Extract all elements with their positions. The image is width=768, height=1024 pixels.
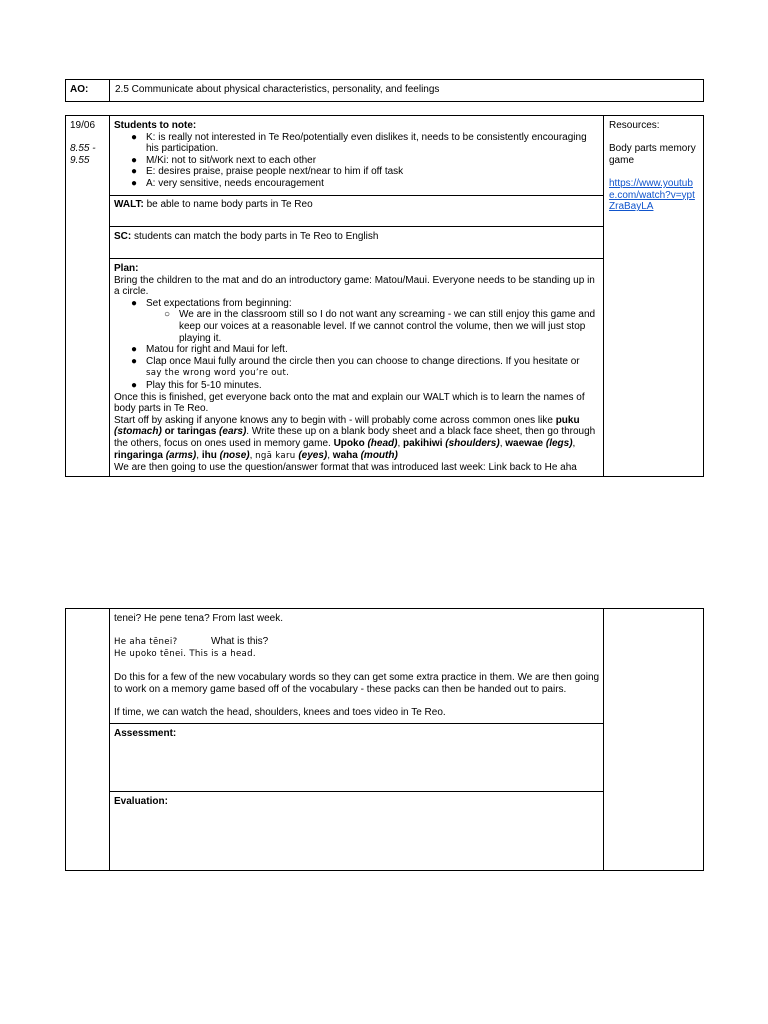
vocab-word: ringaringa [114, 449, 163, 461]
plan-sublist [146, 309, 601, 344]
sc-text: students can match the body parts in Te Reo to English [134, 231, 379, 242]
bullet-icon: ● [131, 297, 138, 309]
vocab-meaning: (shoulders) [445, 437, 500, 449]
text-run: . Write these up on a blank body sheet and a black face sheet, then go through the others, focus on ones used in memory game. [114, 426, 596, 449]
plan-bullet [131, 355, 601, 380]
ao-value: 2.5 Communicate about physical characteristics, personality, and feelings [115, 84, 440, 95]
vocab-meaning: (legs) [545, 437, 573, 449]
text-run: Start off by asking if anyone knows any to begin with - will probably come across common ones like [114, 414, 556, 426]
assessment-label: Assessment: [114, 728, 177, 739]
vocab-word: waha [332, 449, 358, 461]
student-note [131, 166, 600, 178]
vocab-word: Upoko [333, 437, 365, 449]
plan-paragraph: We are then going to use the question/answer format that was introduced last week: Link back to He aha [114, 462, 577, 474]
resources-label: Resources: [609, 120, 660, 131]
plan-list [114, 298, 601, 392]
lesson-col-divider-2 [603, 115, 604, 477]
plan-bullet-text: Play this for 5-10 minutes. [146, 379, 262, 391]
vocab-meaning: (stomach) [114, 426, 162, 438]
student-note [131, 131, 600, 155]
row-divider-walt [109, 195, 603, 196]
student-note-text: E: desires praise, praise people next/near to him if off task [146, 166, 404, 178]
bullet-icon: ● [131, 131, 138, 143]
student-note [131, 154, 600, 167]
plan-vocab-paragraph: Start off by asking if anyone knows any to begin with - will probably come across common ones like puku (stomach) or taringas (ears). Write these up on a blank body sheet and a black face sheet, then go through the others, focus on ones used in memory game. Upoko (head), pakihiwi (shoulders), waewae (legs), ringaringa (arms), ihu (nose), ngā karu (eyes), waha (mouth) [114, 414, 596, 461]
plan-subbullet [164, 309, 601, 344]
lesson-time [70, 143, 106, 166]
bullet-icon: ● [131, 344, 138, 356]
plan-section [114, 263, 601, 474]
vocab-meaning: (head) [367, 437, 398, 449]
vocab-meaning: (arms) [165, 449, 197, 461]
cont-col-divider-2 [603, 608, 604, 871]
text-run: or [161, 426, 178, 438]
question-line [114, 636, 600, 649]
vocab-meaning: (eyes) [298, 449, 328, 461]
vocab-meaning: (nose) [219, 449, 250, 461]
plan-heading: Plan: [114, 263, 139, 274]
answer-line: He upoko tēnei. This is a head. [114, 648, 256, 659]
student-note-text: A: very sensitive, needs encouragement [146, 177, 324, 189]
cont-paragraph: Do this for a few of the new vocabulary words so they can get some extra practice in them. We are then going to work on a memory game based off of the vocabulary - these packs can then be handed out to pairs. [114, 671, 600, 695]
lesson-date: 19/06 [70, 120, 96, 131]
plan-intro: Bring the children to the mat and do an introductory game: Matou/Maui. Everyone needs to be standing up in a circle. [114, 274, 595, 298]
vocab-meaning: (ears) [219, 426, 247, 438]
cont-col-divider-1 [109, 608, 110, 871]
row-divider-sc [109, 226, 603, 227]
link-line: https://www.youtub [609, 177, 693, 189]
plan-subbullet-text: We are in the classroom still so I do not want any screaming - we can still enjoy this game and keep our voices at a reasonable level. If we cannot control the volume, then we will just stop playing it. [179, 309, 596, 344]
vocab-word: pakihiwi [403, 437, 443, 449]
vocab-word: ngā karu [255, 450, 296, 461]
student-note-text: K: is really not interested in Te Reo/potentially even dislikes it, needs to be consistently encouraging his participation. [146, 131, 587, 155]
bullet-icon: ● [131, 379, 138, 391]
plan-bullet [131, 297, 601, 344]
row-divider-plan [109, 258, 603, 259]
sc-label: SC: [114, 231, 132, 242]
vocab-word: waewae [505, 437, 544, 449]
plan-bullet-text-cont: say the wrong word you’re out. [146, 368, 290, 379]
evaluation-label: Evaluation: [114, 796, 168, 807]
sc-row [114, 231, 600, 243]
plan-bullet-text: Set expectations from beginning: [146, 297, 292, 309]
plan-paragraph: Once this is finished, get everyone back onto the mat and explain our WALT which is to learn the names of body parts in Te Reo. [114, 391, 585, 415]
plan-bullet-text: Matou for right and Maui for left. [146, 344, 288, 356]
bullet-icon: ● [131, 166, 138, 178]
resources-game: Body parts memory game [609, 143, 696, 166]
vocab-word: taringas [177, 426, 217, 438]
walt-text: be able to name body parts in Te Reo [146, 199, 313, 210]
vocab-word: puku [555, 414, 580, 426]
row-divider-assessment [109, 723, 603, 724]
question-en: What is this? [211, 636, 269, 648]
ao-divider [109, 79, 110, 102]
link-line: ZraBayLA [609, 201, 654, 213]
resources-video-link[interactable] [609, 178, 703, 213]
bullet-icon: ● [131, 355, 138, 367]
bullet-icon: ● [131, 154, 138, 166]
students-heading: Students to note: [114, 120, 197, 131]
plan-bullet-text: Clap once Maui fully around the circle then you can choose to change directions. If you hesitate or [146, 355, 580, 367]
bullet-icon: ● [131, 177, 138, 189]
student-note-text: M/Ki: not to sit/work next to each other [146, 154, 317, 166]
resources-section [609, 120, 703, 213]
continuation-plan [114, 613, 600, 718]
row-divider-evaluation [109, 791, 603, 792]
circle-bullet-icon: ○ [164, 309, 171, 321]
question-mi: He aha tēnei? [114, 637, 178, 648]
vocab-meaning: (mouth) [360, 449, 398, 461]
walt-row [114, 199, 600, 211]
plan-bullet [131, 379, 601, 392]
students-list [114, 132, 600, 190]
walt-label: WALT: [114, 199, 144, 210]
ao-label: AO: [70, 84, 89, 95]
cont-line: tenei? He pene tena? From last week. [114, 613, 283, 624]
link-line: e.com/watch?v=ypt [609, 189, 695, 201]
lesson-time-text: 8.55 - 9.55 [70, 143, 96, 166]
students-section [114, 120, 600, 190]
student-note [131, 177, 600, 190]
vocab-word: ihu [201, 449, 217, 461]
lesson-col-divider-1 [109, 115, 110, 477]
cont-paragraph: If time, we can watch the head, shoulders, knees and toes video in Te Reo. [114, 706, 446, 718]
plan-bullet [131, 344, 601, 356]
